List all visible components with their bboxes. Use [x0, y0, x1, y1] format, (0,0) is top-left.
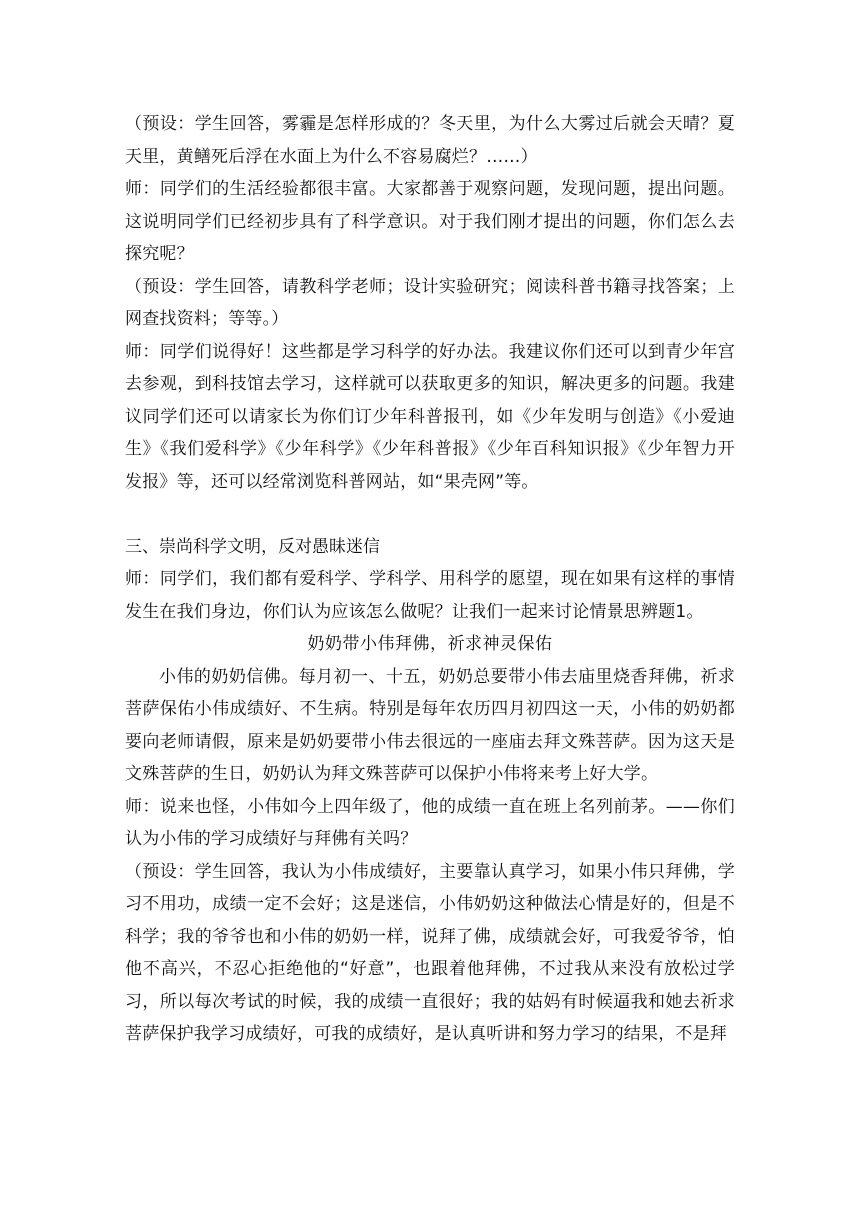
preset-answer-paragraph-1: （预设：学生回答，雾霾是怎样形成的？冬天里，为什么大雾过后就会天晴？夏天里，黄鳝死后浮在水面上为什么不容易腐烂？……） — [125, 114, 735, 167]
document-body — [125, 108, 735, 1051]
teacher-paragraph-3: 师：同学们，我们都有爱科学、学科学、用科学的愿望，现在如果有这样的事情发生在我们身边，你们认为应该怎么做呢？让我们一起来讨论情景思辨题1。 — [125, 569, 735, 622]
story-title: 奶奶带小伟拜佛，祈求神灵保佑 — [307, 634, 553, 654]
section-heading: 三、崇尚科学文明，反对愚昧迷信 — [125, 536, 380, 557]
teacher-paragraph-1: 师：同学们的生活经验都很丰富。大家都善于观察问题，发现问题，提出问题。这说明同学们已经初步具有了科学意识。对于我们刚才提出的问题，你们怎么去探究呢？ — [125, 179, 735, 264]
teacher-paragraph-4: 师：说来也怪，小伟如今上四年级了，他的成绩一直在班上名列前茅。——你们认为小伟的学习成绩好与拜佛有关吗？ — [125, 796, 735, 849]
teacher-paragraph-2: 师：同学们说得好！这些都是学习科学的好办法。我建议你们还可以到青少年宫去参观，到科技馆去学习，这样就可以获取更多的知识，解决更多的问题。我建议同学们还可以请家长为你们订少年科普报刊，如《少年发明与创造》《小爱迪生》《我们爱科学》《少年科学》《少年科普报》《少年百科知识报》《少年智力开发报》等，还可以经常浏览科普网站，如“果壳网”等。 — [125, 341, 735, 492]
preset-answer-paragraph-3: （预设：学生回答，我认为小伟成绩好，主要靠认真学习，如果小伟只拜佛，学习不用功，成绩一定不会好；这是迷信，小伟奶奶这种做法心情是好的，但是不科学；我的爷爷也和小伟的奶奶一样，说拜了佛，成绩就会好，可我爱爷爷，怕他不高兴，不忍心拒绝他的“好意”，也跟着他拜佛，不过我从来没有放松过学习，所以每次考试的时候，我的成绩一直很好；我的姑妈有时候逼我和她去祈求菩萨保护我学习成绩好，可我的成绩好，是认真听讲和努力学习的结果，不是拜 — [125, 861, 735, 1044]
preset-answer-paragraph-2: （预设：学生回答，请教科学老师；设计实验研究；阅读科普书籍寻找答案；上网查找资料；等等。） — [125, 276, 735, 329]
blank-line — [125, 498, 735, 531]
story-body: 小伟的奶奶信佛。每月初一、十五，奶奶总要带小伟去庙里烧香拜佛，祈求菩萨保佑小伟成绩好、不生病。特别是每年农历四月初四这一天，小伟的奶奶都要向老师请假，原来是奶奶要带小伟去很远的一座庙去拜文殊菩萨。因为这天是文殊菩萨的生日，奶奶认为拜文殊菩萨可以保护小伟将来考上好大学。 — [125, 666, 735, 784]
